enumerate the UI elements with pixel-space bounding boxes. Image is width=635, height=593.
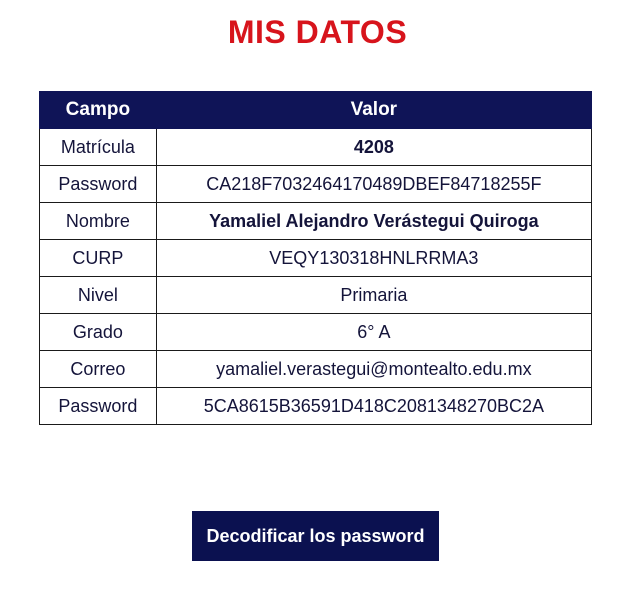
student-data-table [39, 91, 592, 425]
password-value: CA218F7032464170489DBEF84718255F [156, 166, 591, 203]
table-row [40, 203, 592, 240]
field-label-matricula: Matrícula [40, 129, 157, 166]
field-label-grado: Grado [40, 314, 157, 351]
field-label-correo: Correo [40, 351, 157, 388]
nombre-value: Yamaliel Alejandro Verástegui Quiroga [156, 203, 591, 240]
column-header-campo: Campo [40, 92, 157, 129]
field-label-nivel: Nivel [40, 277, 157, 314]
table-row [40, 240, 592, 277]
field-label-nombre: Nombre [40, 203, 157, 240]
column-header-valor: Valor [156, 92, 591, 129]
table-row [40, 129, 592, 166]
field-label-curp: CURP [40, 240, 157, 277]
field-label-password-2: Password [40, 388, 157, 425]
page-title: MIS DATOS [227, 14, 408, 50]
table-row [40, 351, 592, 388]
field-label-password: Password [40, 166, 157, 203]
grado-value: 6° A [156, 314, 591, 351]
table-row [40, 277, 592, 314]
nivel-value: Primaria [156, 277, 591, 314]
password-2-value: 5CA8615B36591D418C2081348270BC2A [156, 388, 591, 425]
table-row [40, 314, 592, 351]
decode-passwords-button[interactable]: Decodificar los password [192, 511, 439, 561]
table-row [40, 388, 592, 425]
table-header-row [40, 92, 592, 129]
curp-value: VEQY130318HNLRRMA3 [156, 240, 591, 277]
correo-value: yamaliel.verastegui@montealto.edu.mx [156, 351, 591, 388]
table-row [40, 166, 592, 203]
matricula-value: 4208 [156, 129, 591, 166]
